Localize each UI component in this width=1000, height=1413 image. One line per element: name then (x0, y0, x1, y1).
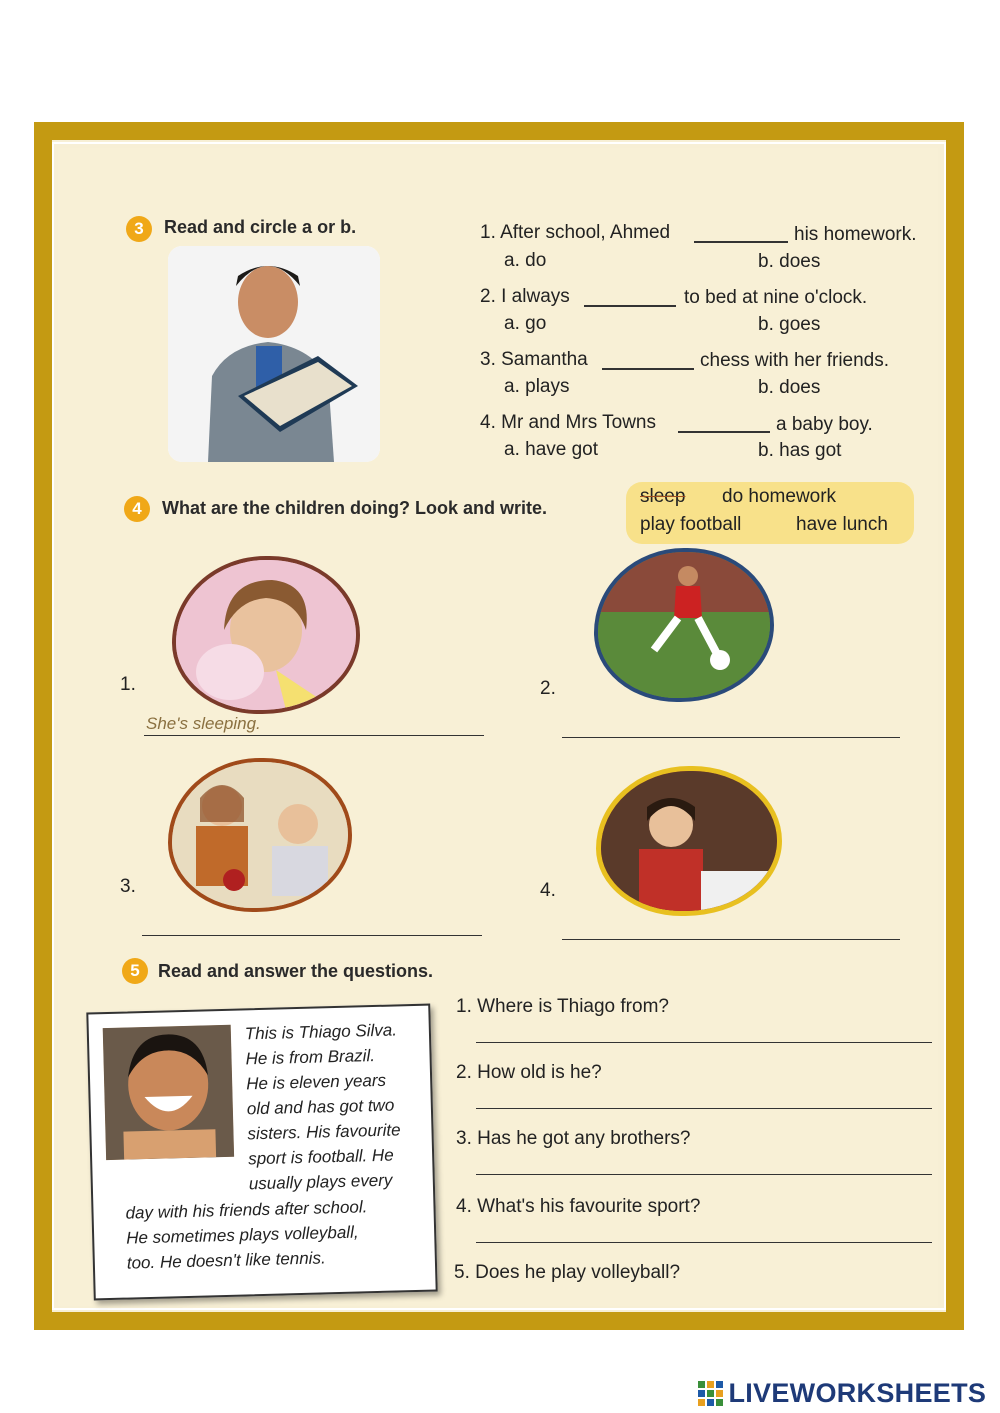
liveworksheets-logo-icon (698, 1381, 724, 1407)
picture-label-2: 2. (540, 678, 556, 699)
q3-1-option-b[interactable]: b. does (758, 251, 821, 272)
picture-label-3: 3. (120, 876, 136, 897)
q3-2-option-a[interactable]: a. go (504, 313, 547, 334)
reading-man-photo (168, 246, 380, 462)
homework-girl-photo (596, 766, 782, 916)
thiago-line-1: This is Thiago Silva. (244, 1020, 398, 1044)
thiago-line-6: sport is football. He (247, 1145, 394, 1169)
picture-label-1: 1. (120, 674, 136, 695)
sleeping-girl-photo (172, 556, 360, 714)
thiago-line-7: usually plays every (248, 1170, 393, 1194)
thiago-line-9: He sometimes plays volleyball, (125, 1222, 359, 1248)
answer-5-4-line[interactable] (476, 1242, 932, 1243)
exercise-3-heading: Read and circle a or b. (164, 217, 357, 237)
q3-3-end: chess with her friends. (700, 350, 890, 371)
answer-5-3-line[interactable] (476, 1174, 932, 1175)
q3-2-option-b[interactable]: b. goes (758, 314, 821, 335)
thiago-line-2: He is from Brazil. (245, 1046, 376, 1069)
answer-5-2-line[interactable] (476, 1108, 932, 1109)
thiago-photo (103, 1025, 234, 1160)
q3-4-text: 4. Mr and Mrs Towns (480, 412, 656, 433)
word-have-lunch: have lunch (796, 514, 888, 535)
picture-label-4: 4. (540, 880, 556, 901)
q3-2-blank[interactable] (584, 305, 676, 307)
q3-1-blank[interactable] (694, 241, 788, 243)
q3-1-text: 1. After school, Ahmed (480, 222, 671, 243)
exercise-4-heading: What are the children doing? Look and write. (162, 498, 548, 518)
answer-1-line[interactable] (144, 735, 484, 736)
q3-4-option-b[interactable]: b. has got (758, 440, 842, 461)
thiago-line-8: day with his friends after school. (125, 1197, 368, 1223)
q3-1-end: his homework. (794, 224, 917, 245)
thiago-line-3: He is eleven years (245, 1070, 387, 1094)
question-5-4: 4. What's his favourite sport? (456, 1196, 701, 1217)
q3-2-text: 2. I always (480, 286, 570, 307)
word-play-football: play football (640, 514, 742, 535)
exercise-3-badge: 3 (126, 216, 152, 242)
q3-4-option-a[interactable]: a. have got (504, 439, 599, 460)
word-box (626, 482, 914, 544)
exercise-5-badge: 5 (122, 958, 148, 984)
q3-4-end: a baby boy. (776, 414, 873, 435)
word-do-homework: do homework (722, 486, 837, 507)
thiago-line-10: too. He doesn't like tennis. (126, 1248, 326, 1273)
question-5-3: 3. Has he got any brothers? (456, 1128, 691, 1149)
thiago-text-card (86, 1004, 437, 1301)
q3-3-text: 3. Samantha (480, 349, 588, 370)
answer-1-text: She's sleeping. (146, 714, 261, 733)
answer-5-1-line[interactable] (476, 1042, 932, 1043)
q3-3-option-b[interactable]: b. does (758, 377, 821, 398)
answer-4-line[interactable] (562, 939, 900, 940)
answer-2-line[interactable] (562, 737, 900, 738)
q3-4-blank[interactable] (678, 431, 770, 433)
q3-1-option-a[interactable]: a. do (504, 250, 547, 271)
liveworksheets-logo[interactable] (698, 1378, 986, 1409)
logo-text: LIVEWORKSHEETS (728, 1378, 987, 1408)
answer-3-line[interactable] (142, 935, 482, 936)
exercise-4-badge: 4 (124, 496, 150, 522)
word-sleep: sleep (640, 486, 686, 507)
question-5-2: 2. How old is he? (456, 1062, 602, 1083)
q3-2-end: to bed at nine o'clock. (684, 287, 868, 308)
question-5-5: 5. Does he play volleyball? (454, 1262, 681, 1283)
q3-3-option-a[interactable]: a. plays (504, 376, 570, 397)
lunch-children-photo (168, 758, 352, 912)
thiago-line-5: sisters. His favourite (247, 1120, 401, 1144)
football-boy-photo (594, 548, 774, 702)
question-5-1: 1. Where is Thiago from? (456, 996, 669, 1017)
thiago-line-4: old and has got two (246, 1095, 395, 1119)
exercise-5-heading: Read and answer the questions. (158, 961, 434, 981)
q3-3-blank[interactable] (602, 368, 694, 370)
